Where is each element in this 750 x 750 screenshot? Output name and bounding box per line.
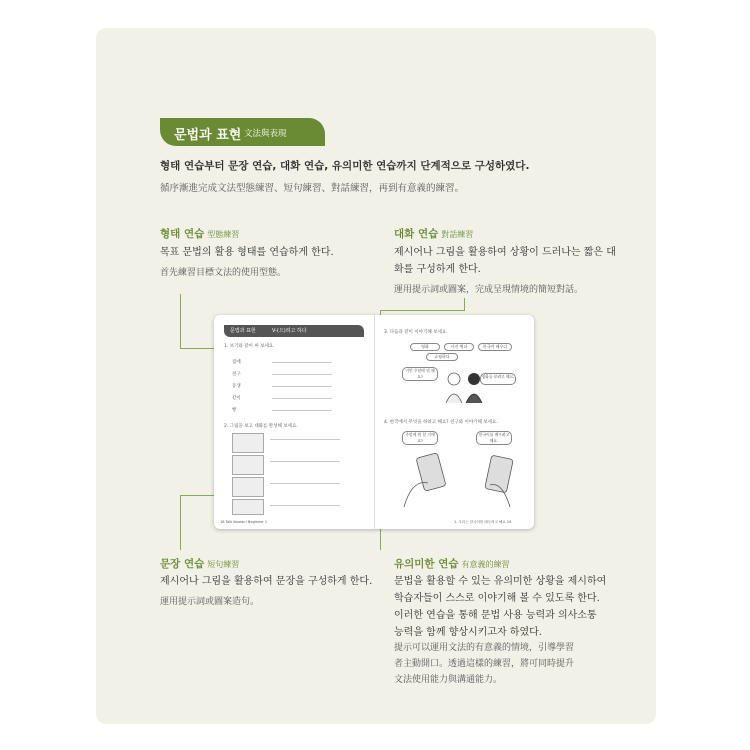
meaningful-practice-ko-3: 이러한 연습을 통해 문법 사용 능력과 의사소통 xyxy=(394,610,597,621)
connector-line xyxy=(180,495,181,550)
mini-section-tab: 문법과 표현 V-(으)려고 하다 xyxy=(224,325,364,337)
intro-zh: 循序漸進完成文法型態練習、短句練習、對話練習，再到有意義的練習。 xyxy=(160,183,465,194)
meaningful-practice-ko-4: 능력을 함께 향상시키고자 하였다. xyxy=(394,627,542,638)
sentence-practice-zh: 運用提示詞或圖案造句。 xyxy=(160,597,260,607)
intro-ko: 형태 연습부터 문장 연습, 대화 연습, 유의미한 연습까지 단계적으로 구성하였다. xyxy=(160,160,530,172)
phone-hands-illustration xyxy=(390,449,530,509)
dialogue-practice-ko-1: 제시어나 그림을 활용하여 상황이 드러나는 짧은 대 xyxy=(394,247,616,258)
dialogue-practice-ko-2: 화를 구성하게 한다. xyxy=(394,264,481,275)
form-practice-title: 형태 연습 型態練習 xyxy=(160,228,240,240)
sentence-practice-ko: 제시어나 그림을 활용하여 문장을 구성하게 한다. xyxy=(160,576,373,587)
meaningful-practice-zh-1: 提示可以運用文法的有意義的情境，引導學習 xyxy=(394,643,575,653)
dialogue-practice-title: 대화 연습 對話練習 xyxy=(394,228,474,240)
two-people-illustration xyxy=(444,371,484,405)
meaningful-practice-zh-2: 者主動開口。透過這樣的練習，將可同時提升 xyxy=(394,659,575,669)
section-title-zh: 文法與表現 xyxy=(244,129,287,139)
form-practice-zh: 首先練習目標文法的使用型態。 xyxy=(160,268,287,278)
meaningful-practice-ko-1: 문법을 활용할 수 있는 유의미한 상황을 제시하여 xyxy=(394,576,607,587)
book-spine xyxy=(374,315,375,529)
section-title: 문법과 표현 xyxy=(174,128,242,143)
connector-line xyxy=(380,310,465,311)
section-header-tab xyxy=(160,118,325,146)
meaningful-practice-zh-3: 文法使用能力與溝通能力。 xyxy=(394,675,503,685)
form-practice-ko: 목표 문법의 활용 형태를 연습하게 한다. xyxy=(160,247,334,258)
sentence-practice-title: 문장 연습 短句練習 xyxy=(160,558,240,570)
connector-line xyxy=(180,294,181,349)
meaningful-practice-title: 유의미한 연습 有意義的練習 xyxy=(394,558,510,570)
meaningful-practice-ko-2: 학습자들이 스스로 이야기해 볼 수 있도록 한다. xyxy=(394,593,600,604)
connector-line xyxy=(464,298,465,310)
textbook-spread-image: 문법과 표현 V-(으)려고 하다 1. 보기와 같이 써 보세요. 집에 친구 동생 같이 빵 2. 그림을 보고 대화를 완성해 보세요. 18 Talk Korean! Beginner 1 3. 다음과 같이 이야기해 보세요. 영화 사진 찍다 한국어 배우다 쇼핑하다 이번 주말에 뭐 해요? 영화를 보려고 해요. 4. 한국에서 무엇을 하려고 해요? 친구와 이야기해 보세요. 주말에 뭐 할 거예요? 한국어를 배우려고 해요. 1. 우리는 한국어를 배우려고 해요 19 xyxy=(214,315,534,529)
dialogue-practice-zh: 運用提示詞或圖案，完成呈現情境的簡短對話。 xyxy=(394,285,584,295)
